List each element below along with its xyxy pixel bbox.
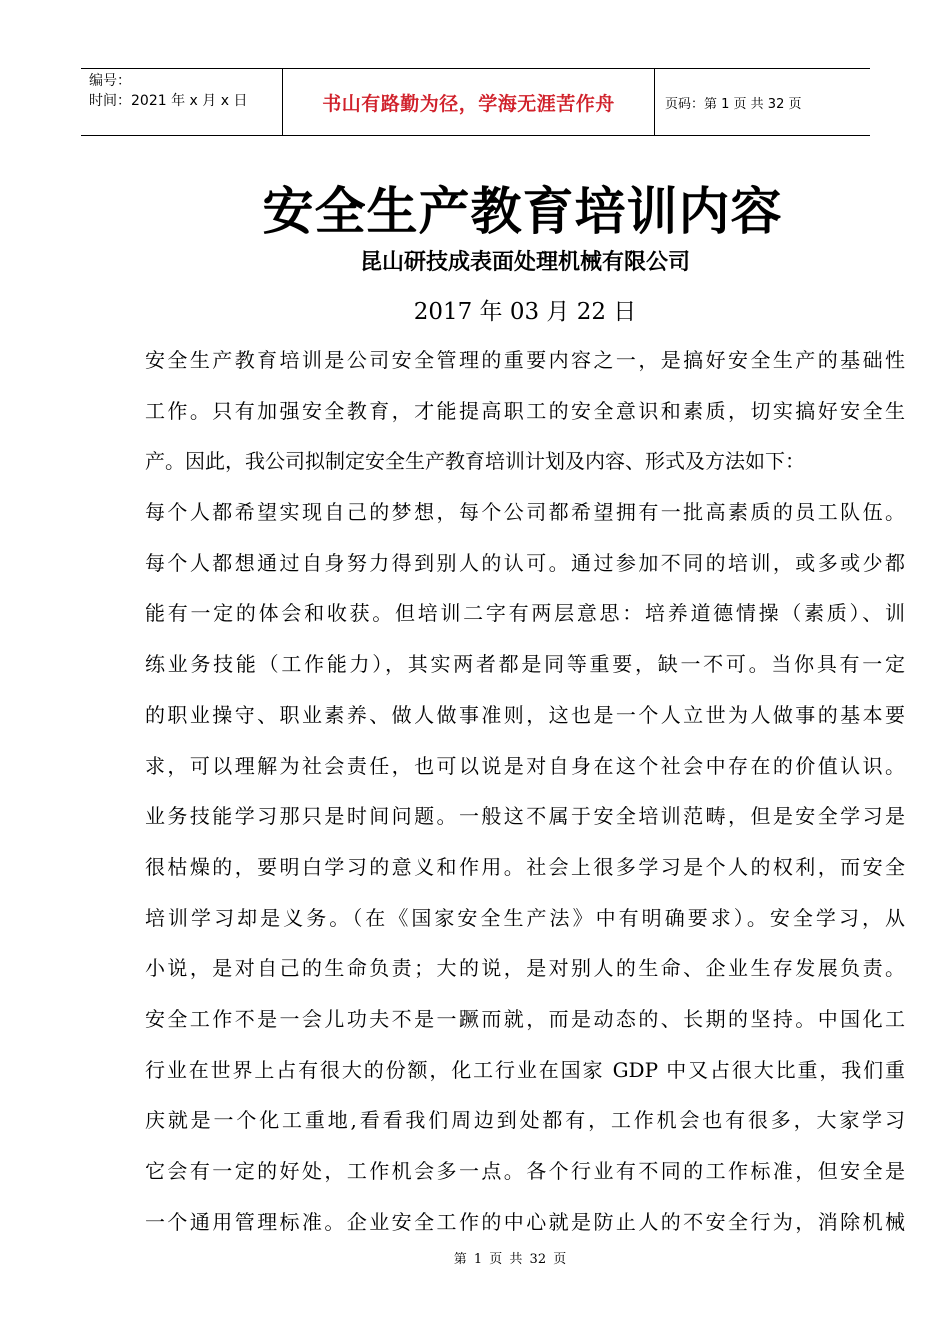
header-page-code: 页码：第 1 页 共 32 页 xyxy=(665,96,802,112)
text-line: 行业在世界上占有很大的份额，化工行业在国家 GDP 中又占很大比重，我们重 xyxy=(145,1057,905,1082)
header-motto: 书山有路勤为径，学海无涯苦作舟 xyxy=(282,69,655,135)
text-line: 能有一定的体会和收获。但培训二字有两层意思：培养道德情操（素质）、训 xyxy=(145,601,905,626)
text-line: 练业务技能（工作能力），其实两者都是同等重要，缺一不可。当你具有一定 xyxy=(145,652,905,677)
text-line: 的职业操守、职业素养、做人做事准则，这也是一个人立世为人做事的基本要 xyxy=(145,702,905,727)
document-date: 2017 年 03 月 22 日 xyxy=(413,299,637,325)
text-line: 培训学习却是义务。（在《国家安全生产法》中有明确要求）。安全学习，从 xyxy=(145,905,905,930)
header-meta xyxy=(81,69,282,135)
text-line: 它会有一定的好处，工作机会多一点。各个行业有不同的工作标准，但安全是 xyxy=(145,1159,905,1183)
text-line: 安全生产教育培训是公司安全管理的重要内容之一，是搞好安全生产的基础性 xyxy=(145,348,905,372)
document-title: 安全生产教育培训内容 xyxy=(262,183,783,242)
number-label: 编号： xyxy=(89,73,131,89)
text-line: 每个人都希望实现自己的梦想，每个公司都希望拥有一批高素质的员工队伍。 xyxy=(145,500,905,525)
text-line: 业务技能学习那只是时间问题。一般这不属于安全培训范畴，但是安全学习是 xyxy=(145,804,905,829)
body-text xyxy=(145,343,905,1255)
text-line: 一个通用管理标准。企业安全工作的中心就是防止人的不安全行为，消除机械 xyxy=(145,1209,905,1234)
text-line: 庆就是一个化工重地,看看我们周边到处都有，工作机会也有很多，大家学习 xyxy=(145,1108,905,1133)
text-line: 产。因此，我公司拟制定安全生产教育培训计划及内容、形式及方法如下： xyxy=(145,449,805,474)
text-line: 每个人都想通过自身努力得到别人的认可。通过参加不同的培训，或多或少都 xyxy=(145,550,905,575)
text-line: 求，可以理解为社会责任，也可以说是对自身在这个社会中存在的价值认识。 xyxy=(145,753,905,778)
company-name: 昆山研技成表面处理机械有限公司 xyxy=(359,250,690,275)
document-header xyxy=(81,68,870,136)
text-line: 很枯燥的，要明白学习的意义和作用。社会上很多学习是个人的权利，而安全 xyxy=(145,854,905,879)
text-line: 安全工作不是一会儿功夫不是一蹶而就，而是动态的、长期的坚持。中国化工 xyxy=(145,1006,905,1031)
time-label: 时间：2021 年 x 月 x 日 xyxy=(89,93,248,109)
text-line: 小说，是对自己的生命负责；大的说，是对别人的生命、企业生存发展负责。 xyxy=(145,956,905,981)
page-footer: 第 1 页 共 32 页 xyxy=(453,1252,567,1267)
text-line: 工作。只有加强安全教育，才能提高职工的安全意识和素质，切实搞好安全生 xyxy=(145,398,905,423)
